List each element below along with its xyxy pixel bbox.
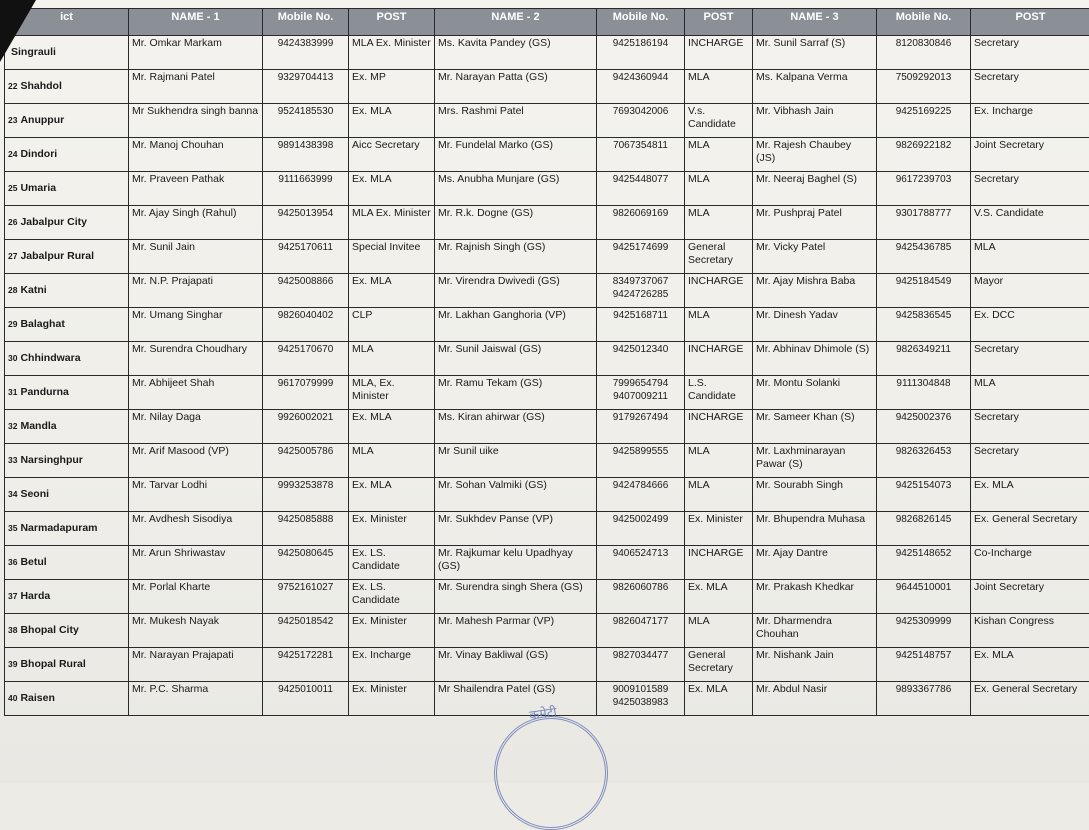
district-name: Pandurna — [20, 386, 68, 398]
name-3-cell: Mr. Pushpraj Patel — [753, 206, 877, 240]
post-1-cell: Ex. MLA — [349, 104, 435, 138]
district-number: 30 — [8, 353, 17, 363]
name-2-cell: Mr. Rajkumar kelu Upadhyay (GS) — [435, 546, 597, 580]
district-number: 34 — [8, 489, 17, 499]
mobile-1-cell: 9425018542 — [263, 614, 349, 648]
mobile-3-cell: 9301788777 — [877, 206, 971, 240]
mobile-1-cell: 9826040402 — [263, 308, 349, 342]
post-2-cell: Ex. MLA — [685, 580, 753, 614]
district-cell — [5, 546, 129, 580]
name-2-cell: Mr Sunil uike — [435, 444, 597, 478]
district-number: 23 — [8, 115, 17, 125]
post-1-cell: Ex. LS. Candidate — [349, 580, 435, 614]
district-cell — [5, 240, 129, 274]
mobile-1-cell: 9111663999 — [263, 172, 349, 206]
district-cell — [5, 478, 129, 512]
table-row — [5, 172, 1089, 206]
district-name: Jabalpur Rural — [20, 250, 94, 262]
post-3-cell: Co-Incharge — [971, 546, 1089, 580]
post-3-cell: Secretary — [971, 70, 1089, 104]
post-2-cell: General Secretary — [685, 648, 753, 682]
mobile-2-cell: 9406524713 — [597, 546, 685, 580]
district-cell — [5, 410, 129, 444]
name-2-cell: Ms. Anubha Munjare (GS) — [435, 172, 597, 206]
district-cell — [5, 342, 129, 376]
district-number: 35 — [8, 523, 17, 533]
post-1-cell: MLA — [349, 444, 435, 478]
district-number: 24 — [8, 149, 17, 159]
mobile-2-cell: 9425012340 — [597, 342, 685, 376]
post-3-cell: Ex. MLA — [971, 478, 1089, 512]
header-mobile-1: Mobile No. — [263, 9, 349, 36]
district-cell — [5, 104, 129, 138]
post-2-cell: MLA — [685, 478, 753, 512]
post-1-cell: Aicc Secretary — [349, 138, 435, 172]
post-1-cell: MLA, Ex. Minister — [349, 376, 435, 410]
table-row — [5, 206, 1089, 240]
mobile-3-cell: 9425002376 — [877, 410, 971, 444]
mobile-2-cell: 9425002499 — [597, 512, 685, 546]
name-1-cell: Mr. Rajmani Patel — [129, 70, 263, 104]
mobile-3-cell: 9425169225 — [877, 104, 971, 138]
post-2-cell: INCHARGE — [685, 410, 753, 444]
mobile-2-cell: 9827034477 — [597, 648, 685, 682]
table-row — [5, 546, 1089, 580]
header-name-3: NAME - 3 — [753, 9, 877, 36]
post-1-cell: MLA — [349, 342, 435, 376]
district-cell — [5, 172, 129, 206]
mobile-1-cell: 9425010011 — [263, 682, 349, 716]
district-name: Balaghat — [20, 318, 64, 330]
district-cell — [5, 274, 129, 308]
header-post-1: POST — [349, 9, 435, 36]
district-number: 33 — [8, 455, 17, 465]
name-1-cell: Mr. Mukesh Nayak — [129, 614, 263, 648]
name-1-cell: Mr. Nilay Daga — [129, 410, 263, 444]
table-row — [5, 376, 1089, 410]
mobile-1-cell: 9425172281 — [263, 648, 349, 682]
name-2-cell: Mr. Virendra Dwivedi (GS) — [435, 274, 597, 308]
post-1-cell: Ex. LS. Candidate — [349, 546, 435, 580]
district-name: Bhopal City — [20, 624, 78, 636]
district-number: 27 — [8, 251, 17, 261]
mobile-2-cell: 7693042006 — [597, 104, 685, 138]
name-2-cell: Ms. Kavita Pandey (GS) — [435, 36, 597, 70]
table-row — [5, 138, 1089, 172]
district-name: Bhopal Rural — [20, 658, 85, 670]
mobile-1-cell: 9993253878 — [263, 478, 349, 512]
header-row — [5, 9, 1089, 36]
district-number: 36 — [8, 557, 17, 567]
district-cell — [5, 648, 129, 682]
mobile-2-cell: 9425174699 — [597, 240, 685, 274]
post-1-cell: Special Invitee — [349, 240, 435, 274]
table-row — [5, 580, 1089, 614]
name-3-cell: Mr. Neeraj Baghel (S) — [753, 172, 877, 206]
name-1-cell: Mr. N.P. Prajapati — [129, 274, 263, 308]
district-number: 29 — [8, 319, 17, 329]
mobile-3-cell: 9826826145 — [877, 512, 971, 546]
post-3-cell: MLA — [971, 376, 1089, 410]
mobile-1-cell: 9425005786 — [263, 444, 349, 478]
header-name-2: NAME - 2 — [435, 9, 597, 36]
name-1-cell: Mr. Praveen Pathak — [129, 172, 263, 206]
district-name: Seoni — [20, 488, 49, 500]
mobile-2-cell: 9424360944 — [597, 70, 685, 104]
table-row — [5, 444, 1089, 478]
mobile-3-cell: 9826922182 — [877, 138, 971, 172]
mobile-3-cell: 9644510001 — [877, 580, 971, 614]
post-1-cell: Ex. Minister — [349, 614, 435, 648]
district-name: Betul — [20, 556, 46, 568]
mobile-3-cell: 9425836545 — [877, 308, 971, 342]
mobile-2-cell: 9425448077 — [597, 172, 685, 206]
post-2-cell: V.s. Candidate — [685, 104, 753, 138]
name-1-cell: Mr Sukhendra singh banna — [129, 104, 263, 138]
name-3-cell: Mr. Laxhminarayan Pawar (S) — [753, 444, 877, 478]
post-2-cell: Ex. Minister — [685, 512, 753, 546]
post-1-cell: Ex. MLA — [349, 478, 435, 512]
name-1-cell: Mr. Porlal Kharte — [129, 580, 263, 614]
mobile-2-cell: 9425899555 — [597, 444, 685, 478]
mobile-3-cell: 9425154073 — [877, 478, 971, 512]
name-1-cell: Mr. P.C. Sharma — [129, 682, 263, 716]
district-name: Katni — [20, 284, 46, 296]
name-2-cell: Ms. Kiran ahirwar (GS) — [435, 410, 597, 444]
post-1-cell: CLP — [349, 308, 435, 342]
mobile-3-cell: 9425184549 — [877, 274, 971, 308]
name-3-cell: Mr. Dinesh Yadav — [753, 308, 877, 342]
district-name: Anuppur — [20, 114, 64, 126]
header-post-2: POST — [685, 9, 753, 36]
name-2-cell: Mr. Rajnish Singh (GS) — [435, 240, 597, 274]
post-2-cell: INCHARGE — [685, 36, 753, 70]
name-2-cell: Mr. R.k. Dogne (GS) — [435, 206, 597, 240]
district-name: Harda — [20, 590, 50, 602]
district-cell — [5, 70, 129, 104]
post-2-cell: MLA — [685, 172, 753, 206]
table-row — [5, 70, 1089, 104]
mobile-1-cell: 9425013954 — [263, 206, 349, 240]
post-2-cell: INCHARGE — [685, 342, 753, 376]
mobile-3-cell: 9826349211 — [877, 342, 971, 376]
mobile-2-cell: 9826047177 — [597, 614, 685, 648]
mobile-1-cell: 9425170670 — [263, 342, 349, 376]
name-1-cell: Mr. Umang Singhar — [129, 308, 263, 342]
mobile-1-cell: 9425170611 — [263, 240, 349, 274]
name-2-cell: Mr. Sukhdev Panse (VP) — [435, 512, 597, 546]
district-name: Narsinghpur — [20, 454, 82, 466]
name-3-cell: Mr. Sourabh Singh — [753, 478, 877, 512]
post-1-cell: MLA Ex. Minister — [349, 36, 435, 70]
district-number: 32 — [8, 421, 17, 431]
district-name: Raisen — [20, 692, 54, 704]
district-number: 25 — [8, 183, 17, 193]
post-3-cell: Ex. General Secretary — [971, 512, 1089, 546]
mobile-1-cell: 9752161027 — [263, 580, 349, 614]
district-cell — [5, 580, 129, 614]
post-3-cell: Secretary — [971, 36, 1089, 70]
district-name: Singrauli — [11, 46, 56, 58]
post-3-cell: V.S. Candidate — [971, 206, 1089, 240]
table-row — [5, 104, 1089, 138]
name-1-cell: Mr. Omkar Markam — [129, 36, 263, 70]
table-row — [5, 240, 1089, 274]
name-2-cell: Mr. Surendra singh Shera (GS) — [435, 580, 597, 614]
name-1-cell: Mr. Tarvar Lodhi — [129, 478, 263, 512]
mobile-2-cell: 9424784666 — [597, 478, 685, 512]
post-1-cell: Ex. Incharge — [349, 648, 435, 682]
mobile-3-cell: 9425148652 — [877, 546, 971, 580]
mobile-1-cell: 9524185530 — [263, 104, 349, 138]
post-3-cell: Secretary — [971, 444, 1089, 478]
district-number: 31 — [8, 387, 17, 397]
district-cell — [5, 682, 129, 716]
name-1-cell: Mr. Arif Masood (VP) — [129, 444, 263, 478]
district-cell — [5, 512, 129, 546]
mobile-1-cell: 9424383999 — [263, 36, 349, 70]
post-3-cell: Ex. DCC — [971, 308, 1089, 342]
mobile-2-cell: 9826060786 — [597, 580, 685, 614]
name-1-cell: Mr. Sunil Jain — [129, 240, 263, 274]
post-3-cell: Joint Secretary — [971, 580, 1089, 614]
post-3-cell: Secretary — [971, 342, 1089, 376]
district-cell — [5, 444, 129, 478]
name-3-cell: Mr. Abhinav Dhimole (S) — [753, 342, 877, 376]
table-row — [5, 648, 1089, 682]
name-2-cell: Mr. Vinay Bakliwal (GS) — [435, 648, 597, 682]
seal-text: कमेटी — [528, 702, 558, 724]
district-number: 37 — [8, 591, 17, 601]
name-2-cell: Mr. Sunil Jaiswal (GS) — [435, 342, 597, 376]
name-2-cell: Mr. Mahesh Parmar (VP) — [435, 614, 597, 648]
post-2-cell: General Secretary — [685, 240, 753, 274]
mobile-3-cell: 9893367786 — [877, 682, 971, 716]
district-name: Jabalpur City — [20, 216, 87, 228]
post-1-cell: Ex. MLA — [349, 274, 435, 308]
name-1-cell: Mr. Abhijeet Shah — [129, 376, 263, 410]
name-3-cell: Mr. Montu Solanki — [753, 376, 877, 410]
table-row — [5, 308, 1089, 342]
district-cell — [5, 206, 129, 240]
mobile-3-cell: 9111304848 — [877, 376, 971, 410]
name-3-cell: Mr. Rajesh Chaubey (JS) — [753, 138, 877, 172]
district-contacts-table — [4, 8, 1089, 716]
mobile-3-cell: 9826326453 — [877, 444, 971, 478]
name-2-cell: Mr. Ramu Tekam (GS) — [435, 376, 597, 410]
table-row — [5, 512, 1089, 546]
name-1-cell: Mr. Ajay Singh (Rahul) — [129, 206, 263, 240]
header-mobile-2: Mobile No. — [597, 9, 685, 36]
table-row — [5, 342, 1089, 376]
mobile-1-cell: 9617079999 — [263, 376, 349, 410]
name-2-cell: Mrs. Rashmi Patel — [435, 104, 597, 138]
name-3-cell: Mr. Sameer Khan (S) — [753, 410, 877, 444]
name-2-cell: Mr. Fundelal Marko (GS) — [435, 138, 597, 172]
mobile-1-cell: 9425085888 — [263, 512, 349, 546]
mobile-2-cell: 9179267494 — [597, 410, 685, 444]
district-cell — [5, 376, 129, 410]
name-1-cell: Mr. Manoj Chouhan — [129, 138, 263, 172]
district-number: 22 — [8, 81, 17, 91]
header-name-1: NAME - 1 — [129, 9, 263, 36]
table-row — [5, 478, 1089, 512]
district-name: Shahdol — [20, 80, 61, 92]
mobile-3-cell: 9425436785 — [877, 240, 971, 274]
table-row — [5, 274, 1089, 308]
district-name: Umaria — [20, 182, 56, 194]
name-2-cell: Mr. Sohan Valmiki (GS) — [435, 478, 597, 512]
mobile-3-cell: 9617239703 — [877, 172, 971, 206]
district-name: Mandla — [20, 420, 56, 432]
post-2-cell: MLA — [685, 308, 753, 342]
district-number: 38 — [8, 625, 17, 635]
district-name: Chhindwara — [20, 352, 80, 364]
header-post-3: POST — [971, 9, 1089, 36]
mobile-2-cell: 9425186194 — [597, 36, 685, 70]
district-cell — [5, 614, 129, 648]
post-1-cell: Ex. MP — [349, 70, 435, 104]
name-3-cell: Mr. Dharmendra Chouhan — [753, 614, 877, 648]
post-2-cell: MLA — [685, 138, 753, 172]
name-3-cell: Mr. Sunil Sarraf (S) — [753, 36, 877, 70]
post-2-cell: MLA — [685, 614, 753, 648]
name-3-cell: Mr. Ajay Mishra Baba — [753, 274, 877, 308]
post-1-cell: Ex. Minister — [349, 682, 435, 716]
post-3-cell: Secretary — [971, 172, 1089, 206]
name-3-cell: Mr. Vibhash Jain — [753, 104, 877, 138]
name-3-cell: Mr. Bhupendra Muhasa — [753, 512, 877, 546]
mobile-2-cell: 7999654794 9407009211 — [597, 376, 685, 410]
name-3-cell: Mr. Vicky Patel — [753, 240, 877, 274]
name-3-cell: Mr. Abdul Nasir — [753, 682, 877, 716]
post-2-cell: MLA — [685, 70, 753, 104]
post-3-cell: Joint Secretary — [971, 138, 1089, 172]
name-2-cell: Mr Shailendra Patel (GS) — [435, 682, 597, 716]
name-3-cell: Mr. Prakash Khedkar — [753, 580, 877, 614]
post-2-cell: MLA — [685, 444, 753, 478]
district-cell — [5, 308, 129, 342]
post-2-cell: L.S. Candidate — [685, 376, 753, 410]
district-number: 28 — [8, 285, 17, 295]
post-2-cell: Ex. MLA — [685, 682, 753, 716]
name-3-cell: Mr. Nishank Jain — [753, 648, 877, 682]
mobile-3-cell: 7509292013 — [877, 70, 971, 104]
name-1-cell: Mr. Avdhesh Sisodiya — [129, 512, 263, 546]
post-3-cell: Secretary — [971, 410, 1089, 444]
post-3-cell: Kishan Congress — [971, 614, 1089, 648]
mobile-1-cell: 9329704413 — [263, 70, 349, 104]
name-2-cell: Mr. Narayan Patta (GS) — [435, 70, 597, 104]
mobile-2-cell: 8349737067 9424726285 — [597, 274, 685, 308]
post-1-cell: MLA Ex. Minister — [349, 206, 435, 240]
torn-corner — [0, 0, 36, 62]
post-1-cell: Ex. Minister — [349, 512, 435, 546]
mobile-2-cell: 9826069169 — [597, 206, 685, 240]
mobile-1-cell: 9891438398 — [263, 138, 349, 172]
mobile-1-cell: 9425008866 — [263, 274, 349, 308]
mobile-2-cell: 9009101589 9425038983 — [597, 682, 685, 716]
post-3-cell: Ex. MLA — [971, 648, 1089, 682]
mobile-1-cell: 9425080645 — [263, 546, 349, 580]
name-3-cell: Ms. Kalpana Verma — [753, 70, 877, 104]
mobile-3-cell: 9425309999 — [877, 614, 971, 648]
post-1-cell: Ex. MLA — [349, 172, 435, 206]
table-row — [5, 614, 1089, 648]
table-row — [5, 36, 1089, 70]
mobile-3-cell: 8120830846 — [877, 36, 971, 70]
mobile-3-cell: 9425148757 — [877, 648, 971, 682]
name-1-cell: Mr. Surendra Choudhary — [129, 342, 263, 376]
post-3-cell: MLA — [971, 240, 1089, 274]
post-1-cell: Ex. MLA — [349, 410, 435, 444]
table-row — [5, 410, 1089, 444]
header-mobile-3: Mobile No. — [877, 9, 971, 36]
district-number: 40 — [8, 693, 17, 703]
mobile-2-cell: 7067354811 — [597, 138, 685, 172]
post-3-cell: Ex. Incharge — [971, 104, 1089, 138]
district-name: Narmadapuram — [20, 522, 97, 534]
mobile-2-cell: 9425168711 — [597, 308, 685, 342]
post-2-cell: INCHARGE — [685, 546, 753, 580]
post-2-cell: MLA — [685, 206, 753, 240]
post-3-cell: Mayor — [971, 274, 1089, 308]
name-1-cell: Mr. Narayan Prajapati — [129, 648, 263, 682]
district-number: 39 — [8, 659, 17, 669]
name-2-cell: Mr. Lakhan Ganghoria (VP) — [435, 308, 597, 342]
district-cell — [5, 138, 129, 172]
name-1-cell: Mr. Arun Shriwastav — [129, 546, 263, 580]
header-district: ict — [5, 9, 129, 36]
mobile-1-cell: 9926002021 — [263, 410, 349, 444]
name-3-cell: Mr. Ajay Dantre — [753, 546, 877, 580]
district-number: 26 — [8, 217, 17, 227]
post-2-cell: INCHARGE — [685, 274, 753, 308]
district-name: Dindori — [20, 148, 57, 160]
post-3-cell: Ex. General Secretary — [971, 682, 1089, 716]
